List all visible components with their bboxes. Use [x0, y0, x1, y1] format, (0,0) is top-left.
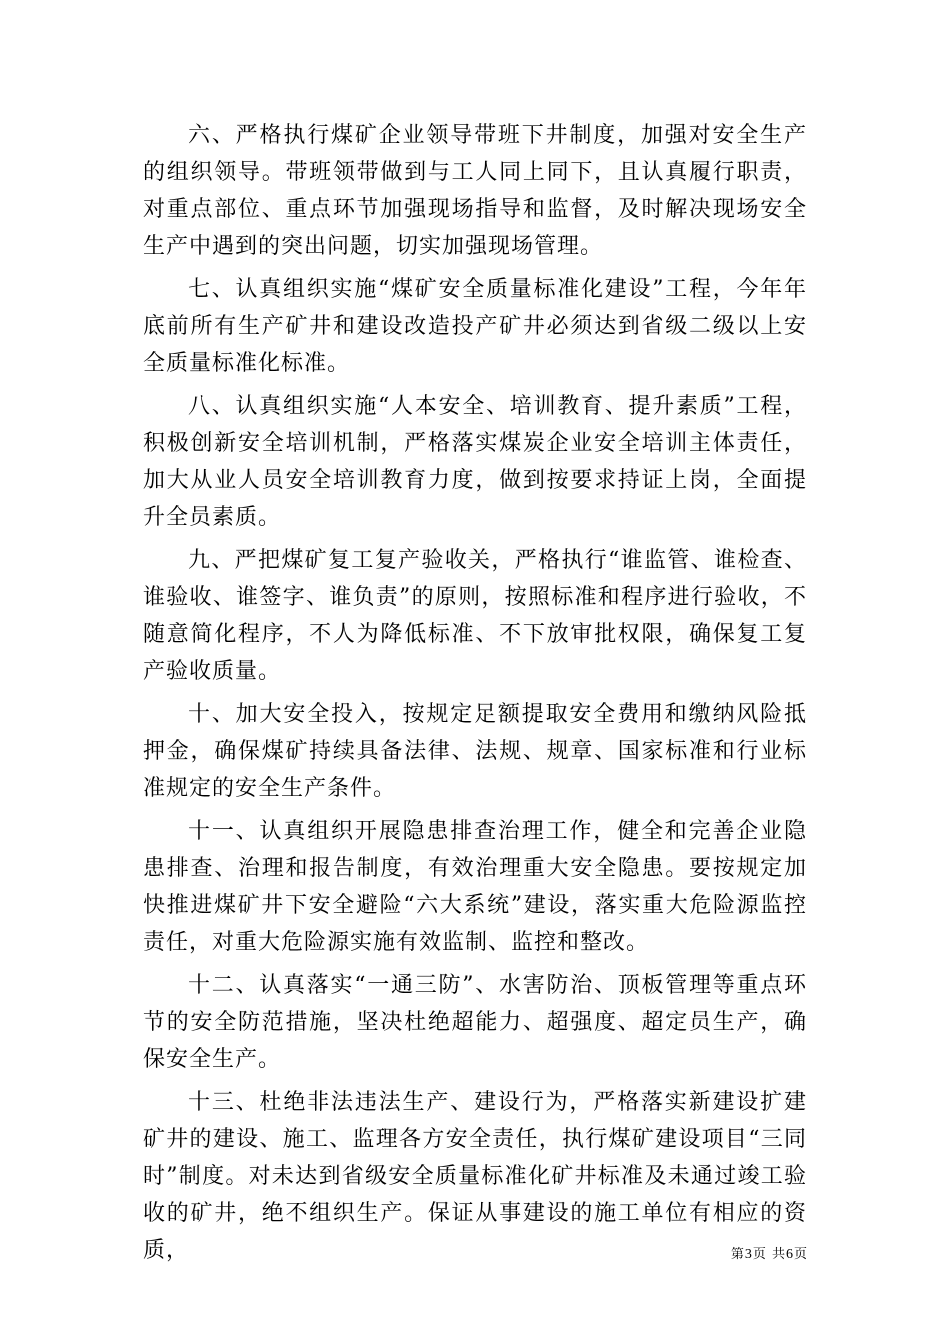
paragraph-12: 十二、认真落实“一通三防”、水害防治、顶板管理等重点环节的安全防范措施，坚决杜绝超能力、超强度、超定员生产，确保安全生产。: [143, 973, 807, 1072]
page-number-footer: [731, 1246, 808, 1264]
paragraph-10: 十、加大安全投入，按规定足额提取安全费用和缴纳风险抵押金，确保煤矿持续具备法律、法规、规章、国家标准和行业标准规定的安全生产条件。: [143, 702, 807, 801]
paragraph-6: 六、严格执行煤矿企业领导带班下井制度，加强对安全生产的组织领导。带班领带做到与工人同上同下，且认真履行职责，对重点部位、重点环节加强现场指导和监督，及时解决现场安全生产中遇到的突出问题，切实加强现场管理。: [143, 123, 807, 259]
paragraph-11: 十一、认真组织开展隐患排查治理工作，健全和完善企业隐患排查、治理和报告制度，有效治理重大安全隐患。要按规定加快推进煤矿井下安全避险“六大系统”建设，落实重大危险源监控责任，对重大危险源实施有效监制、监控和整改。: [143, 819, 807, 955]
footer-middle: 页 共: [752, 1247, 786, 1262]
paragraph-9: 九、严把煤矿复工复产验收关，严格执行“谁监管、谁检查、谁验收、谁签字、谁负责”的原则，按照标准和程序进行验收，不随意简化程序，不人为降低标准、不下放审批权限，确保复工复产验收质量。: [143, 548, 807, 684]
paragraph-8: 八、认真组织实施“人本安全、培训教育、提升素质”工程，积极创新安全培训机制，严格落实煤炭企业安全培训主体责任，加大从业人员安全培训教育力度，做到按要求持证上岗，全面提升全员素质。: [143, 394, 807, 530]
document-body: [143, 117, 807, 1275]
total-page-number: 6: [785, 1247, 794, 1262]
paragraph-13: 十三、杜绝非法违法生产、建设行为，严格落实新建设扩建矿井的建设、施工、监理各方安全责任，执行煤矿建设项目“三同时”制度。对未达到省级安全质量标准化矿井标准及未通过竣工验收的矿井，绝不组织生产。保证从事建设的施工单位有相应的资质，: [143, 1090, 807, 1263]
paragraph-7: 七、认真组织实施“煤矿安全质量标准化建设”工程，今年年底前所有生产矿井和建设改造投产矿井必须达到省级二级以上安全质量标准化标准。: [143, 277, 807, 376]
footer-suffix: 页: [793, 1247, 808, 1262]
footer-prefix: 第: [730, 1247, 745, 1262]
current-page-number: 3: [744, 1247, 753, 1262]
